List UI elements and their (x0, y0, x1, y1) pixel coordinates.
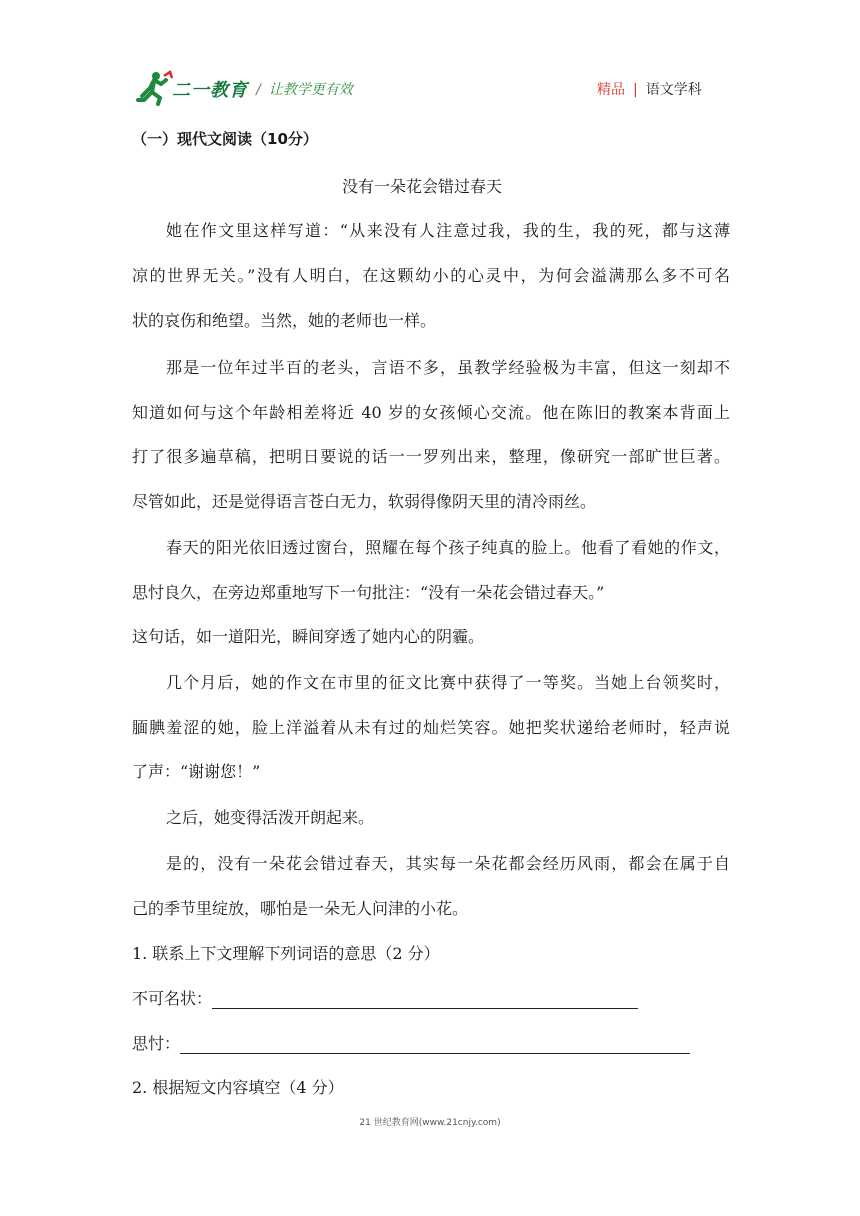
paragraph-line: 这句话，如一道阳光，瞬间穿透了她内心的阴霾。 (132, 627, 485, 646)
page-header (0, 0, 860, 120)
answer-label: 不可名状： (132, 989, 213, 1008)
page-footer: 21 世纪教育网(www.21cnjy.com) (359, 1118, 501, 1128)
subject-label: 语文学科 (645, 82, 702, 98)
paragraph-line: 是的，没有一朵花会错过春天，其实每一朵花都会经历风雨，都会在属于自 (166, 854, 730, 873)
logo-text: 二一教育 (172, 80, 248, 101)
answer-row-2 (132, 1031, 690, 1054)
answer-label: 思忖： (132, 1034, 181, 1053)
answer-row-1 (132, 986, 638, 1009)
paragraph-line: 她在作文里这样写道：“从来没有人注意过我，我的生，我的死，都与这薄 (166, 221, 730, 240)
slogan-separator: / (256, 82, 261, 98)
answer-blank[interactable] (180, 1035, 690, 1054)
paragraph-line: 己的季节里绽放，哪怕是一朵无人问津的小花。 (132, 899, 469, 918)
paragraph-line: 之后，她变得活泼开朗起来。 (166, 808, 375, 827)
paragraph-line: 知道如何与这个年龄相差将近 40 岁的女孩倾心交流。他在陈旧的教案本背面上 (132, 403, 730, 422)
paragraph-line: 思忖良久，在旁边郑重地写下一句批注：“没有一朵花会错过春天。” (132, 583, 605, 602)
question-2: 2. 根据短文内容填空（4 分） (132, 1078, 344, 1097)
slogan-text: 让教学更有效 (268, 82, 353, 98)
paragraph-line: 凉的世界无关。”没有人明白，在这颗幼小的心灵中，为何会溢满那么多不可名 (132, 266, 730, 285)
section-title: （一）现代文阅读（10分） (132, 130, 318, 148)
paragraph-line: 春天的阳光依旧透过窗台，照耀在每个孩子纯真的脸上。他看了看她的作文， (166, 538, 730, 557)
quality-label: 精品 (597, 82, 625, 98)
paragraph-line: 那是一位年过半百的老头，言语不多，虽教学经验极为丰富，但这一刻却不 (166, 358, 730, 377)
paragraph-line: 尽管如此，还是觉得语言苍白无力，软弱得像阴天里的清冷雨丝。 (132, 492, 597, 511)
question-1: 1. 联系上下文理解下列词语的意思（2 分） (132, 944, 440, 963)
slogan (256, 79, 353, 99)
article-title: 没有一朵花会错过春天 (342, 177, 503, 196)
answer-blank[interactable] (212, 990, 638, 1009)
paragraph-line: 状的哀伤和绝望。当然，她的老师也一样。 (132, 311, 437, 330)
paragraph-line: 几个月后，她的作文在市里的征文比赛中获得了一等奖。当她上台领奖时， (166, 673, 730, 692)
header-right (597, 79, 702, 99)
header-divider: | (633, 82, 638, 98)
paragraph-line: 打了很多遍草稿，把明日要说的话一一罗列出来，整理，像研究一部旷世巨著。 (132, 447, 730, 466)
paragraph-line: 了声：“谢谢您！” (132, 762, 261, 781)
paragraph-line: 腼腆羞涩的她，脸上洋溢着从未有过的灿烂笑容。她把奖状递给老师时，轻声说 (132, 718, 730, 737)
